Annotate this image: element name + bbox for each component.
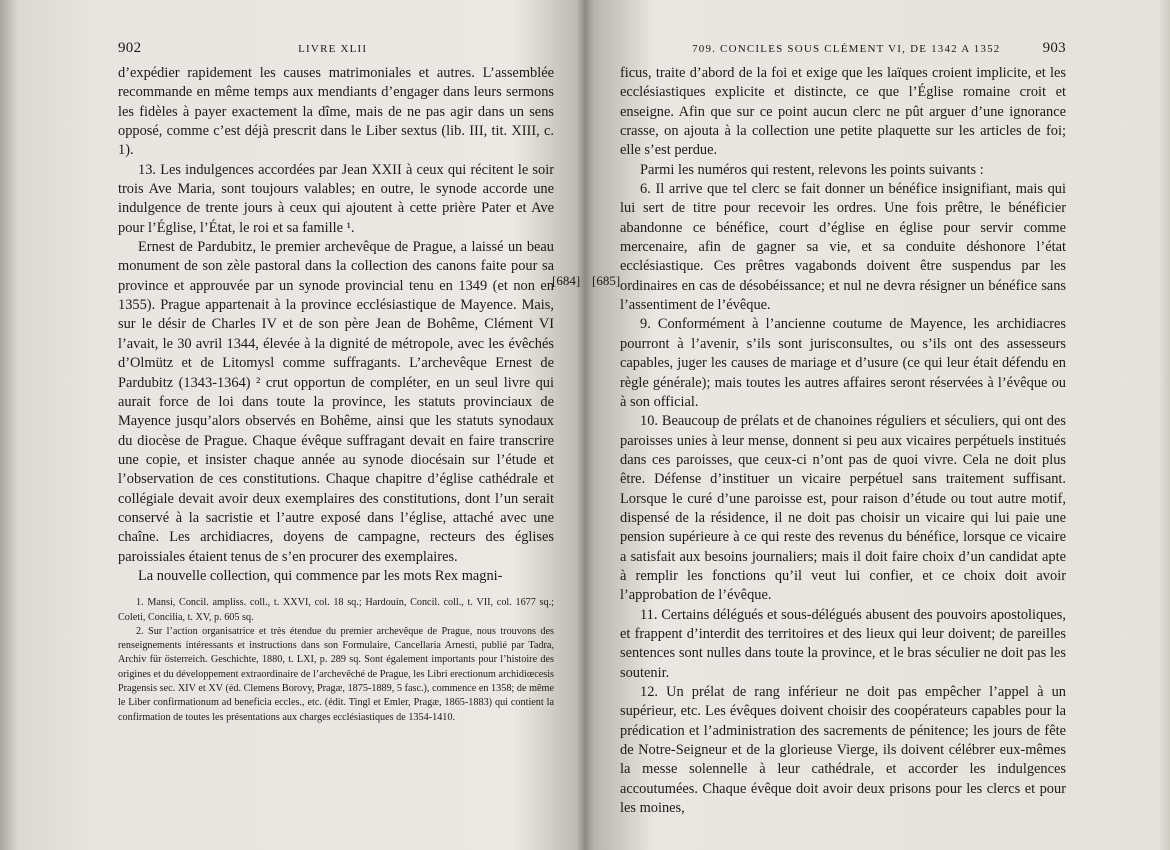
paragraph: 11. Certains délégués et sous-délégués abusent des pouvoirs apostoliques, et frappent d’interdit des territoires et des lieux qui leur doivent; de pareilles sentences sont nulles dans toute la province, et le bras séculier ne doit pas les soutenir. <box>620 606 1066 681</box>
paragraph: 9. Conformément à l’ancienne coutume de Mayence, les archidiacres pourront à l’avenir, s’ils sont jurisconsultes, ou s’ils ont des assesseurs capables, juger les causes de mariage et d’usure (ce qui leur était défendu en règle générale); mais toutes les autres affaires seront réservées à l’évêque ou à son official. <box>620 316 1066 410</box>
left-edge-shadow <box>0 0 18 850</box>
left-running-title: LIVRE XLII <box>298 43 368 55</box>
paragraph: 10. Beaucoup de prélats et de chanoines réguliers et séculiers, qui ont des paroisses unies à leur mense, donnent si peu aux vicaires perpétuels institués dans ces paroisses, que ceux-ci n’ont pas de quoi vivre. Cela ne doit plus être. Défense d’instituer un vicaire perpétuel sans traitement suffisant. Lorsque le curé d’une paroisse est, pour raison d’étude ou tout autre motif, dispensé de la résidence, il ne doit pas choisir un vicaire qui lui paie une pension supérieure à ce qui reste des revenus du bénéfice, lorsque ce vicaire a satisfait aux besoins journaliers; mais il doit faire choix d’un candidat apte à remplir les fonctions qu’il veut lui confier, et ce choix doit avoir l’approbation de l’évêque. <box>620 413 1066 604</box>
right-page <box>620 40 1066 850</box>
paragraph: 12. Un prélat de rang inférieur ne doit pas empêcher l’appel à un supérieur, etc. Les évêques doivent choisir des coopérateurs capables pour la prédication et l’administration des sacrements de pénitence; les jours de fête de Notre-Seigneur et de la glorieuse Vierge, ils doivent célébrer eux-mêmes la messe solennelle à leur cathédrale, et accorder les indulgences accoutumées. Chaque évêque doit avoir deux prisons pour les clercs et pour les moines, <box>620 684 1066 817</box>
right-running-head <box>620 40 1066 64</box>
right-running-title: 709. CONCILES SOUS CLÉMENT VI, DE 1342 A 1352 <box>692 43 1001 55</box>
right-edge-shadow <box>1158 0 1170 850</box>
left-footnotes <box>118 596 554 725</box>
paragraph: Parmi les numéros qui restent, relevons les points suivants : <box>640 161 984 178</box>
right-body-text <box>620 64 1066 818</box>
left-page-number: 902 <box>118 40 142 56</box>
left-page <box>118 40 554 850</box>
margin-marker-685: [685] <box>592 273 621 288</box>
footnote: 2. Sur l’action organisatrice et très étendue du premier archevêque de Prague, nous trouvons des renseignements intéressants et instructions dans son Formulaire, Cancellaria Arnesti, publié par Tadra, Archiv für österreich. Geschichte, 1880, t. LXI, p. 289 sq. Sont également importants pour l’histoire des origines et du développement extraordinaire de l’archevêché de Prague, les Libri erectionum archidiœcesis Pragensis sec. XIV et XV (éd. Clemens Borovy, Pragæ, 1875-1889, 5 fasc.), commence en 1358; de même le Liber confirmationum ad beneficia eccles., etc. (édit. Tingl et Emler, Pragæ, 1865-1883) qui contient la confirmation de toutes les présentations aux charges ecclésiastiques de 1354-1410. <box>118 625 554 723</box>
paragraph: La nouvelle collection, qui commence par les mots Rex magni- <box>138 567 503 584</box>
paragraph: 13. Les indulgences accordées par Jean XXII à ceux qui récitent le soir trois Ave Maria, sont toujours valables; en outre, le synode accorde une indulgence de trente jours à ceux qui ajoutent à cette prière Pater et Ave pour l’Église, l’État, le roi et sa famille ¹. <box>118 161 554 236</box>
paragraph: 6. Il arrive que tel clerc se fait donner un bénéfice insignifiant, mais qui lui sert de titre pour recevoir les ordres. Une fois prêtre, le bénéficier abandonne ce bénéfice, court d’église en église pour servir comme mercenaire, afin de gagner sa vie, et sa conduite déshonore l’état ecclésiastique. Ces prêtres vagabonds doivent être suspendus par les ordinaires en cas de désobéissance; et nul ne devra résigner un bénéfice sans l’assentiment de l’évêque. <box>620 181 1066 314</box>
margin-marker-684: [684] <box>552 273 581 288</box>
right-page-number: 903 <box>1042 40 1066 56</box>
left-body-text <box>118 64 554 586</box>
footnote: 1. Mansi, Concil. ampliss. coll., t. XXVI, col. 18 sq.; Hardouin, Concil. coll., t. VII, col. 1677 sq.; Coleti, Concilia, t. XV, p. 605 sq. <box>118 597 554 623</box>
paragraph: d’expédier rapidement les causes matrimoniales et autres. L’assemblée recommande en même temps aux mendiants d’engager dans leurs sermons les fidèles à payer exactement la dîme, mais de ne pas agir dans un sens opposé, comme c’est déjà prescrit dans le Liber sextus (lib. III, tit. XIII, c. 1). <box>118 65 554 159</box>
paragraph: Ernest de Pardubitz, le premier archevêque de Prague, a laissé un beau monument de son zèle pastoral dans la collection des canons faite pour sa province et approuvée par un synode provincial tenu en 1349 (et non en 1355). Prague appartenait à la province ecclésiastique de Mayence. Mais, sur le désir de Charles IV et de son père Jean de Bohême, Clément VI l’avait, le 30 avril 1344, élevée à la dignité de métropole, avec les évêchés d’Olmütz et de Litomysl comme suffragants. L’archevêque Ernest de Pardubitz (1343-1364) ² crut opportun de compléter, en un seul livre qui aurait force de loi dans toute la province, les statuts provinciaux de Mayence jusqu’alors observés en Bohême, ainsi que les statuts synodaux du diocèse de Prague. Chaque évêque suffragant devait en faire transcrire une copie, et insister chaque année au synode diocésain sur l’étude et l’observation de ces constitutions. Chaque chapitre d’église cathédrale et collégiale devait avoir deux exemplaires des constitutions, dont l’un serait conservé à la sacristie et l’autre exposé dans l’église, attaché avec une chaîne. Les archidiacres, doyens de campagne, recteurs des églises paroissiales étaient tenus de s’en procurer des exemplaires. <box>118 239 554 565</box>
paragraph: ficus, traite d’abord de la foi et exige que les laïques croient implicite, et les ecclésiastiques explicite et distincte, ce que l’Église romaine croit et enseigne. Afin que sur ce point aucun clerc ne pût arguer d’une ignorance crasse, on ajouta à la collection une petite plaquette sur les articles de foi; elle s’est perdue. <box>620 65 1066 159</box>
left-running-head <box>118 40 554 64</box>
